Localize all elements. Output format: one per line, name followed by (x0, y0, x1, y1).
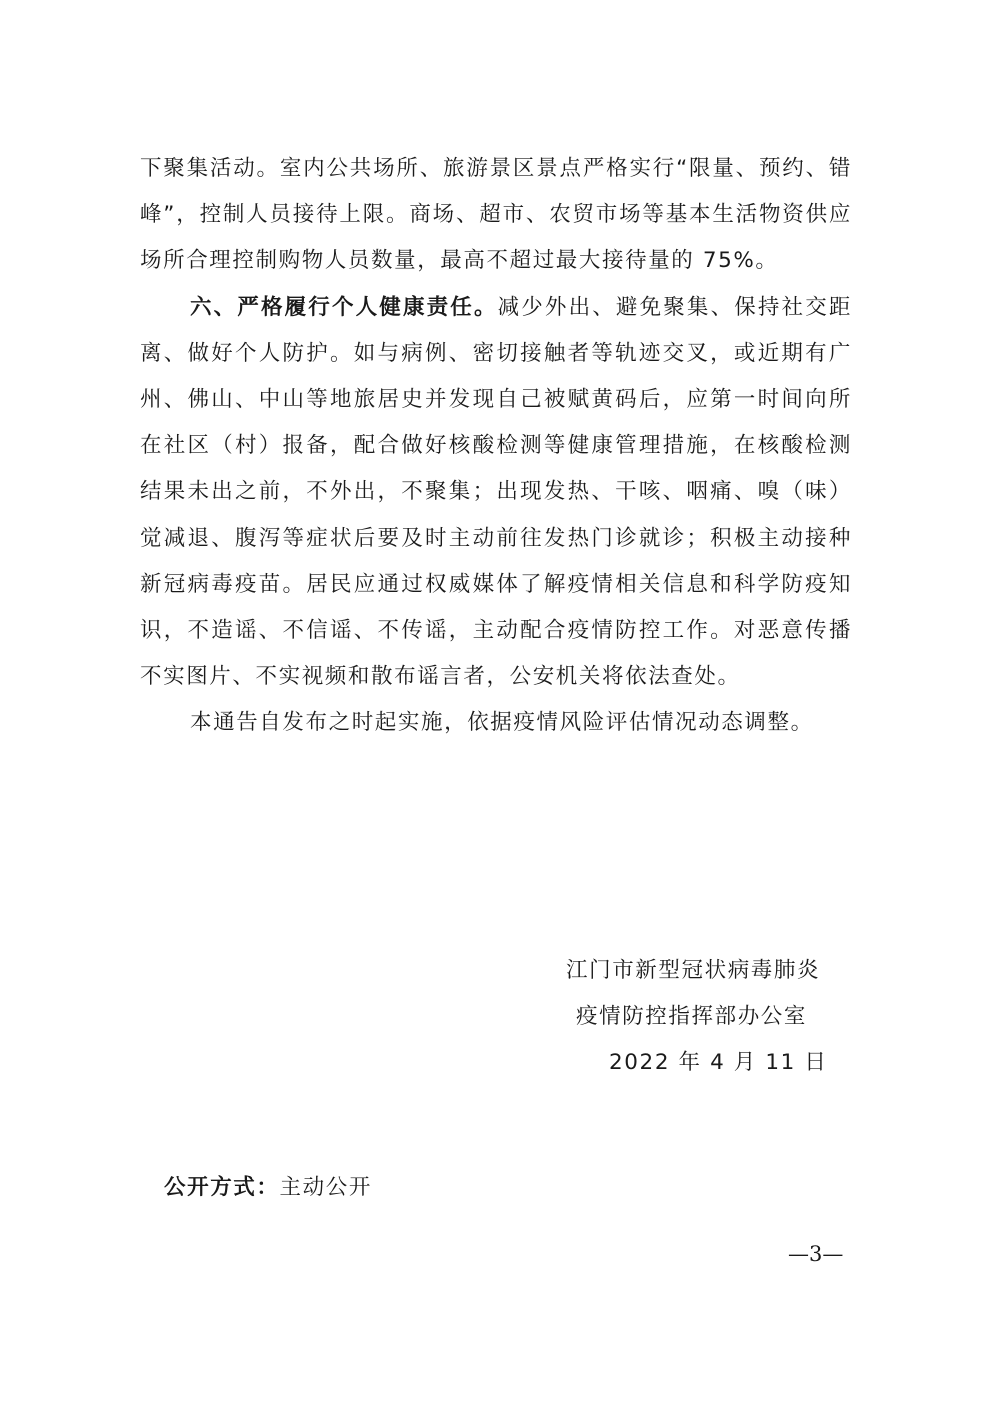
issuer-name-line1: 江门市新型冠状病毒肺炎 (566, 958, 821, 983)
signature-block (560, 948, 850, 1086)
paragraph-continuation: 下聚集活动。室内公共场所、旅游景区景点严格实行“限量、预约、错峰”，控制人员接待上限。商场、超市、农贸市场等基本生活物资供应场所合理控制购物人员数量，最高不超过最大接待量的 75%。 (140, 156, 852, 274)
disclosure-label: 公开方式： (164, 1175, 280, 1200)
disclosure-value: 主动公开 (279, 1175, 372, 1200)
issuer-name-line2: 疫情防控指挥部办公室 (576, 1004, 808, 1029)
section-six-heading: 六、严格履行个人健康责任。 (190, 294, 498, 320)
paragraph-section-six (140, 285, 852, 701)
section-six-text: 减少外出、避免聚集、保持社交距离、做好个人防护。如与病例、密切接触者等轨迹交叉，或近期有广州、佛山、中山等地旅居史并发现自己被赋黄码后，应第一时间向所在社区（村）报备，配合做好核酸检测等健康管理措施，在核酸检测结果未出之前，不外出，不聚集；出现发热、干咳、咽痛、嗅（味）觉减退、腹泻等症状后要及时主动前往发热门诊就诊；积极主动接种新冠病毒疫苗。居民应通过权威媒体了解疫情相关信息和科学防疫知识，不造谣、不信谣、不传谣，主动配合疫情防控工作。对恶意传播不实图片、不实视频和散布谣言者，公安机关将依法查处。 (140, 294, 852, 690)
body-text (140, 146, 852, 747)
paragraph-effective-notice: 本通告自发布之时起实施，依据疫情风险评估情况动态调整。 (190, 710, 814, 736)
issue-date: 2022 年 4 月 11 日 (609, 1050, 828, 1075)
page-number: —3— (788, 1242, 844, 1266)
disclosure-line (164, 1165, 372, 1211)
